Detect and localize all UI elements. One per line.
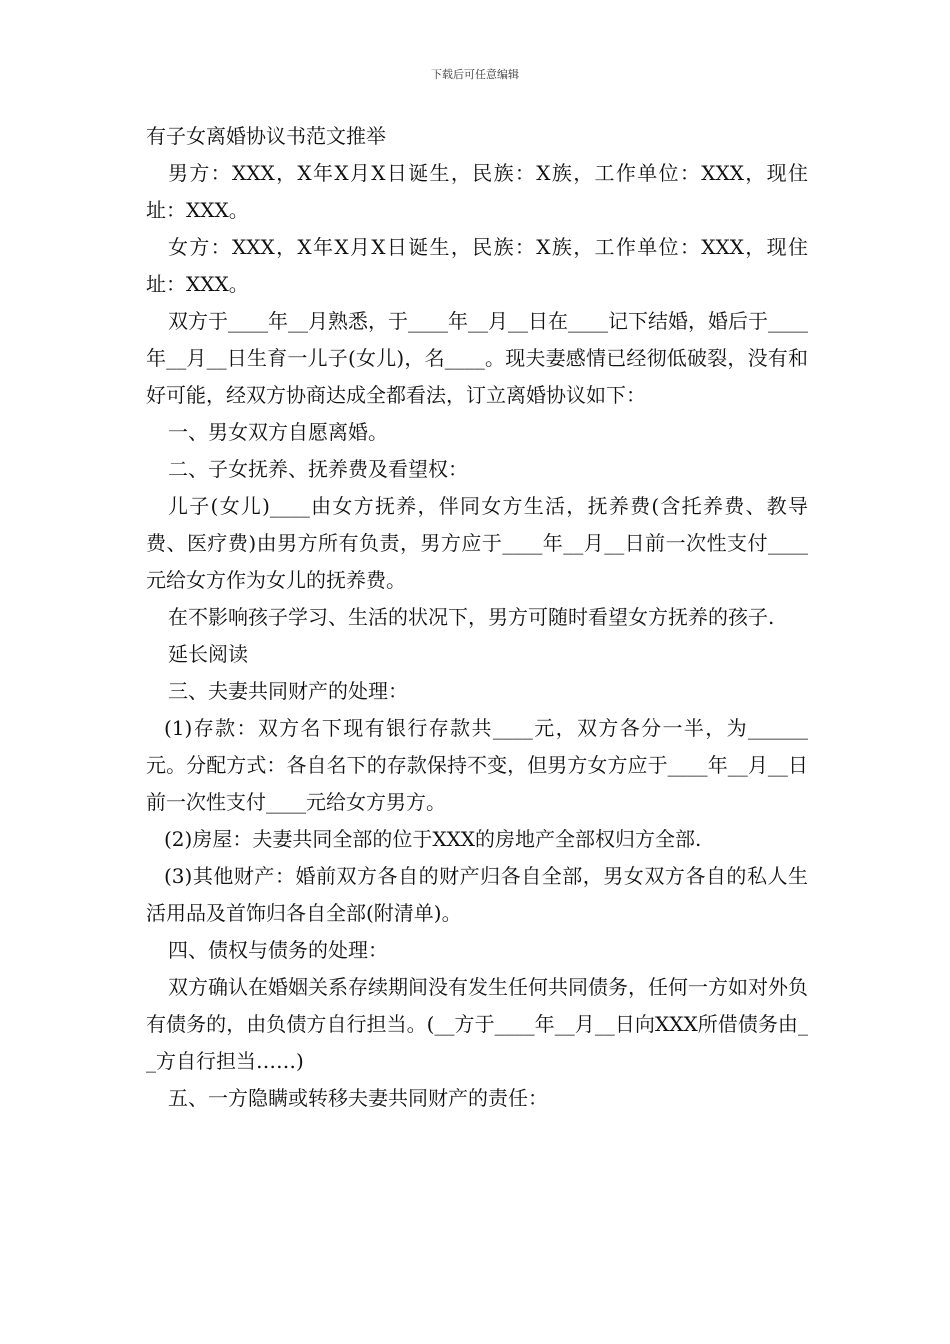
paragraph-clause-1: 一、男女双方自愿离婚。 (168, 420, 388, 444)
paragraph-visitation: 在不影响孩子学习、生活的状况下，男方可随时看望女方抚养的孩子. (168, 605, 775, 629)
paragraph-savings: (1)存款：双方名下现有银行存款共____元，双方各分一半，为______元。分配方式：各自名下的存款保持不变，但男方女方应于____年__月__日前一次性支付____元给女方男方。 (146, 716, 808, 814)
paragraph-other-property: (3)其他财产：婚前双方各自的财产归各自全部，男女双方各自的私人生活用品及首饰归各自全部(附清单)。 (146, 864, 808, 925)
paragraph-wife-info: 女方：XXX，X年X月X日诞生，民族：X族，工作单位：XXX，现住址：XXX。 (146, 235, 808, 296)
document-title: 有子女离婚协议书范文推举 (146, 124, 386, 148)
document-body (146, 118, 808, 1117)
paragraph-clause-2-heading: 二、子女抚养、抚养费及看望权： (168, 457, 468, 481)
paragraph-debts: 双方确认在婚姻关系存续期间没有发生任何共同债务，任何一方如对外负有债务的，由负债方自行担当。(__方于____年__月__日向XXX所借债务由__方自行担当……) (146, 975, 808, 1073)
paragraph-housing: (2)房屋：夫妻共同全部的位于XXX的房地产全部权归方全部. (164, 827, 702, 851)
paragraph-child-custody: 儿子(女儿)____由女方抚养，伴同女方生活，抚养费(含托养费、教导费、医疗费)由男方所有负责，男方应于____年__月__日前一次性支付____元给女方作为女儿的抚养费。 (146, 494, 808, 592)
paragraph-husband-info: 男方：XXX，X年X月X日诞生，民族：X族，工作单位：XXX，现住址：XXX。 (146, 161, 808, 222)
paragraph-marriage-background: 双方于____年__月熟悉，于____年__月__日在____记下结婚，婚后于____年__月__日生育一儿子(女儿)，名____。现夫妻感情已经彻低破裂，没有和好可能，经双方协商达成全都看法，订立离婚协议如下： (146, 309, 808, 407)
paragraph-clause-4-heading: 四、债权与债务的处理： (168, 938, 388, 962)
paragraph-clause-5-heading: 五、一方隐瞒或转移夫妻共同财产的责任： (168, 1086, 548, 1110)
paragraph-clause-3-heading: 三、夫妻共同财产的处理： (168, 679, 408, 703)
paragraph-extended-reading: 延长阅读 (168, 642, 248, 666)
page-header-note: 下载后可任意编辑 (431, 68, 519, 81)
